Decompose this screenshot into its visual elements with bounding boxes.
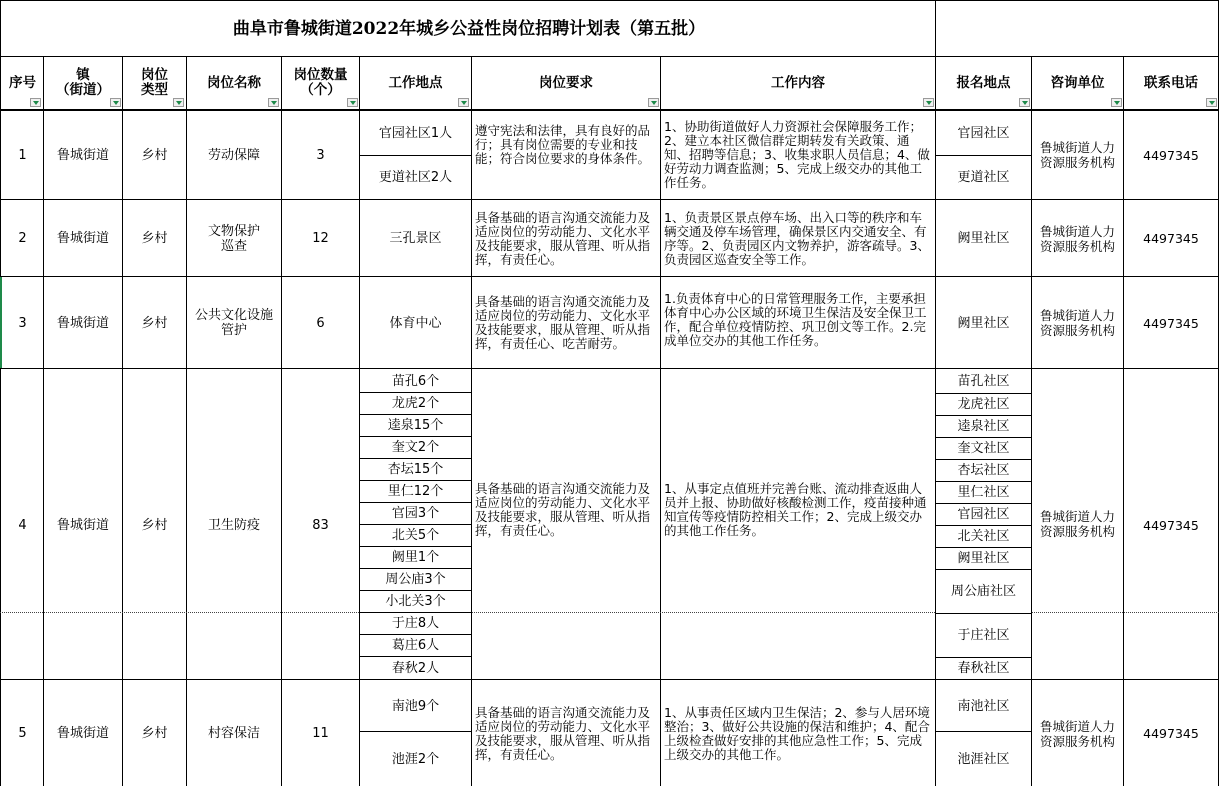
cell-location: 小北关3个 bbox=[385, 594, 446, 609]
cell-location: 官园社区1人 bbox=[378, 125, 453, 141]
cell-consult-unit: 鲁城街道人力 资源服务机构 bbox=[1039, 223, 1115, 254]
cell-registration: 春秋社区 bbox=[957, 661, 1010, 676]
cell-position-name: 劳动保障 bbox=[207, 147, 260, 163]
header-town: 镇 （街道） bbox=[56, 67, 110, 98]
cell-registration: 阙里社区 bbox=[957, 315, 1010, 331]
cell-seq: 4 bbox=[18, 517, 27, 533]
cell-registration: 奎文社区 bbox=[957, 441, 1010, 456]
cell-consult-unit: 鲁城街道人力 资源服务机构 bbox=[1039, 718, 1115, 749]
cell-phone: 4497345 bbox=[1143, 147, 1199, 163]
cell-position-name: 村容保洁 bbox=[207, 726, 260, 741]
filter-dropdown-icon[interactable] bbox=[923, 98, 934, 107]
cell-requirement: 具备基础的语言沟通交流能力及适应岗位的劳动能力、文化水平及技能要求，服从管理、听从指挥，有责任心。 bbox=[475, 209, 651, 267]
row-selection-indicator bbox=[0, 277, 2, 368]
cell-position-type: 乡村 bbox=[141, 517, 168, 533]
header-requirement: 岗位要求 bbox=[539, 74, 593, 91]
filter-dropdown-icon[interactable] bbox=[1019, 98, 1030, 107]
cell-registration: 阙里社区 bbox=[957, 231, 1010, 246]
cell-location: 南池9个 bbox=[391, 698, 440, 714]
cell-registration: 北关社区 bbox=[957, 529, 1010, 544]
cell-position-type: 乡村 bbox=[141, 315, 168, 331]
cell-position-count: 6 bbox=[316, 315, 325, 331]
header-registration: 报名地点 bbox=[956, 74, 1011, 91]
cell-consult-unit: 鲁城街道人力 资源服务机构 bbox=[1039, 308, 1115, 338]
header-position-count: 岗位数量 （个） bbox=[293, 67, 348, 98]
cell-position-count: 12 bbox=[312, 231, 329, 246]
filter-dropdown-icon[interactable] bbox=[110, 98, 121, 107]
cell-position-type: 乡村 bbox=[141, 231, 168, 246]
cell-town: 鲁城街道 bbox=[56, 517, 109, 533]
cell-work-content: 1、协助街道做好人力资源社会保障服务工作；2、建立本社区微信群定期转发有关政策、通知、招聘等信息；3、收集求职人员信息；4、做好劳动力调查监测；5、完成上级交办的其他工作任务。 bbox=[664, 119, 930, 190]
cell-town: 鲁城街道 bbox=[56, 726, 109, 741]
cell-requirement: 具备基础的语言沟通交流能力及适应岗位的劳动能力、文化水平及技能要求，服从管理、听从指挥，有责任心。 bbox=[475, 704, 651, 762]
cell-location: 逵泉15个 bbox=[387, 418, 444, 433]
cell-registration: 逵泉社区 bbox=[957, 419, 1010, 434]
cell-requirement: 遵守宪法和法律，具有良好的品行；具有岗位需要的专业和技能；符合岗位要求的身体条件。 bbox=[475, 123, 651, 166]
cell-seq: 1 bbox=[18, 147, 27, 163]
cell-registration: 南池社区 bbox=[957, 698, 1010, 714]
cell-registration: 阙里社区 bbox=[957, 551, 1010, 566]
cell-registration: 官园社区 bbox=[957, 507, 1010, 522]
filter-dropdown-icon[interactable] bbox=[1206, 98, 1217, 107]
cell-registration: 池涯社区 bbox=[957, 751, 1010, 767]
cell-location: 葛庄6人 bbox=[391, 638, 440, 653]
cell-location: 杏坛15个 bbox=[387, 462, 444, 477]
cell-requirement: 具备基础的语言沟通交流能力及适应岗位的劳动能力、文化水平及技能要求，服从管理、听从指挥，有责任心、吃苦耐劳。 bbox=[475, 294, 651, 351]
header-work-location: 工作地点 bbox=[388, 74, 443, 91]
cell-work-content: 1、从事责任区域内卫生保洁；2、参与人居环境整治；3、做好公共设施的保洁和维护；4、配合上级检查做好安排的其他应急性工作；5、完成上级交办的其他工作。 bbox=[664, 704, 930, 762]
filter-dropdown-icon[interactable] bbox=[1111, 98, 1122, 107]
table-title: 曲阜市鲁城街道2022年城乡公益性岗位招聘计划表（第五批） bbox=[232, 18, 706, 39]
cell-work-content: 1、从事定点值班并完善台账、流动排查返曲人员并上报、协助做好核酸检测工作，疫苗接种通知宣传等疫情防控相关工作；2、完成上级交办的其他工作任务。 bbox=[664, 481, 927, 538]
cell-registration: 更道社区 bbox=[957, 170, 1010, 185]
cell-position-name: 公共文化设施 管护 bbox=[194, 308, 273, 338]
cell-seq: 5 bbox=[18, 726, 27, 741]
cell-location: 周公庙3个 bbox=[385, 572, 446, 587]
filter-dropdown-icon[interactable] bbox=[268, 98, 279, 107]
cell-work-content: 1、负责景区景点停车场、出入口等的秩序和车辆交通及停车场管理，确保景区内交通安全、有序等。2、负责园区内文物养护，游客疏导。3、负责园区巡查安全等工作。 bbox=[664, 209, 930, 267]
cell-location: 春秋2人 bbox=[391, 660, 440, 676]
header-seq: 序号 bbox=[9, 74, 36, 91]
cell-position-count: 83 bbox=[312, 517, 329, 533]
cell-location: 池涯2个 bbox=[391, 751, 440, 767]
cell-position-name: 文物保护 巡查 bbox=[207, 223, 260, 254]
cell-position-type: 乡村 bbox=[141, 726, 168, 741]
cell-position-name: 卫生防疫 bbox=[207, 517, 260, 533]
cell-location: 里仁12个 bbox=[387, 484, 444, 499]
cell-phone: 4497345 bbox=[1143, 726, 1199, 741]
header-consult-unit: 咨询单位 bbox=[1050, 74, 1105, 91]
cell-registration: 杏坛社区 bbox=[957, 463, 1010, 478]
cell-registration: 官园社区 bbox=[957, 125, 1010, 141]
filter-dropdown-icon[interactable] bbox=[648, 98, 659, 107]
cell-phone: 4497345 bbox=[1143, 231, 1199, 246]
cell-location: 北关5个 bbox=[391, 528, 440, 543]
cell-registration: 龙虎社区 bbox=[957, 397, 1010, 412]
cell-location: 苗孔6个 bbox=[391, 374, 440, 389]
cell-location: 体育中心 bbox=[389, 315, 442, 331]
header-work-content: 工作内容 bbox=[771, 74, 825, 91]
cell-seq: 3 bbox=[18, 315, 27, 331]
cell-consult-unit: 鲁城街道人力 资源服务机构 bbox=[1039, 140, 1115, 170]
filter-dropdown-icon[interactable] bbox=[173, 98, 184, 107]
cell-position-type: 乡村 bbox=[141, 147, 168, 163]
cell-phone: 4497345 bbox=[1143, 315, 1199, 331]
cell-position-count: 11 bbox=[312, 726, 329, 741]
cell-location: 三孔景区 bbox=[389, 231, 442, 246]
cell-work-content: 1.负责体育中心的日常管理服务工作，主要承担体育中心办公区域的环境卫生保洁及安全保卫工作，配合单位疫情防控、巩卫创文等工作。2.完成单位交办的其他工作任务。 bbox=[664, 291, 927, 348]
filter-dropdown-icon[interactable] bbox=[30, 98, 41, 107]
header-position-name: 岗位名称 bbox=[207, 74, 261, 91]
header-position-type: 岗位 类型 bbox=[141, 67, 168, 98]
filter-dropdown-icon[interactable] bbox=[458, 98, 469, 107]
cell-position-count: 3 bbox=[316, 147, 325, 163]
cell-registration: 苗孔社区 bbox=[957, 374, 1010, 389]
cell-town: 鲁城街道 bbox=[56, 231, 109, 246]
cell-registration: 周公庙社区 bbox=[950, 584, 1016, 599]
cell-registration: 于庄社区 bbox=[957, 628, 1010, 643]
cell-phone: 4497345 bbox=[1143, 517, 1199, 533]
cell-registration: 里仁社区 bbox=[957, 485, 1010, 500]
header-phone: 联系电话 bbox=[1144, 74, 1198, 91]
cell-seq: 2 bbox=[18, 231, 27, 246]
cell-town: 鲁城街道 bbox=[56, 315, 109, 331]
cell-location: 官园3个 bbox=[391, 506, 440, 521]
cell-location: 奎文2个 bbox=[391, 440, 440, 455]
cell-location: 阙里1个 bbox=[391, 550, 440, 565]
cell-requirement: 具备基础的语言沟通交流能力及适应岗位的劳动能力、文化水平及技能要求，服从管理、听从指挥，有责任心。 bbox=[475, 481, 651, 538]
cell-location: 龙虎2个 bbox=[391, 396, 440, 411]
cell-consult-unit: 鲁城街道人力 资源服务机构 bbox=[1039, 509, 1115, 539]
cell-location: 于庄8人 bbox=[391, 616, 440, 631]
filter-dropdown-icon[interactable] bbox=[347, 98, 358, 107]
cell-town: 鲁城街道 bbox=[56, 147, 109, 163]
cell-location: 更道社区2人 bbox=[378, 170, 453, 185]
